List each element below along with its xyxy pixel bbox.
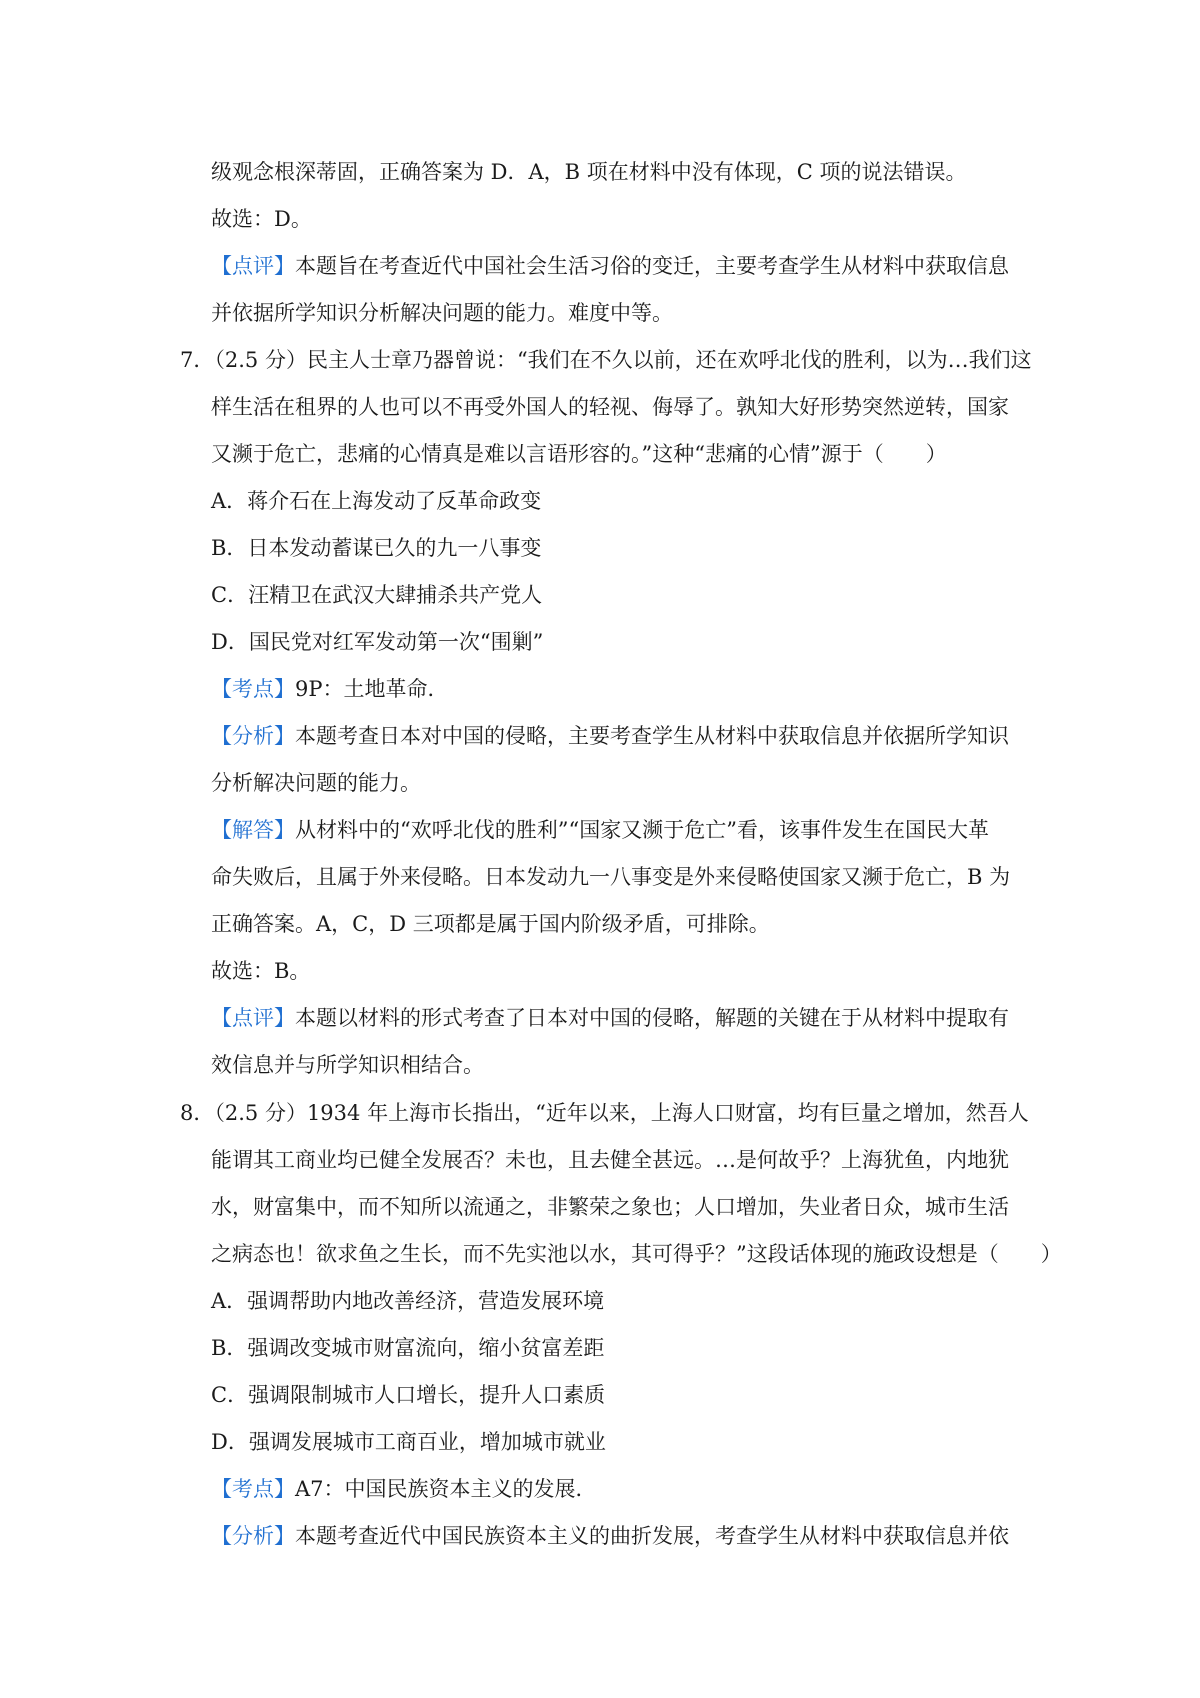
comment-text: 本题旨在考查近代中国社会生活习俗的变迁，主要考查学生从材料中获取信息 (295, 254, 1009, 278)
q7-stem-line-3: 又濒于危亡，悲痛的心情真是难以言语形容的。”这种“悲痛的心情”源于（ ） (211, 442, 947, 466)
q8-option-a: A．强调帮助内地改善经济，营造发展环境 (211, 1289, 605, 1313)
dianping-text: 本题以材料的形式考查了日本对中国的侵略，解题的关键在于从材料中提取有 (295, 1006, 1009, 1030)
q8-option-c: C．强调限制城市人口增长，提升人口素质 (211, 1383, 606, 1407)
fenxi-tag: 分析 (232, 724, 274, 748)
q7-dianping-cont: 效信息并与所学知识相结合。 (211, 1053, 484, 1077)
q7-kaodian (211, 674, 449, 704)
q7-fenxi (211, 721, 1009, 751)
jieda-tag: 解答 (232, 818, 274, 842)
q8-fenxi (211, 1521, 1009, 1551)
jieda-bracket-close: 】 (274, 818, 295, 842)
fenxi-text: 本题考查日本对中国的侵略，主要考查学生从材料中获取信息并依据所学知识 (295, 724, 1009, 748)
prev-comment (211, 251, 1009, 281)
prev-comment-cont: 并依据所学知识分析解决问题的能力。难度中等。 (211, 301, 673, 325)
comment-tag: 点评 (232, 254, 274, 278)
kaodian-bracket-close: 】 (274, 677, 295, 701)
q8-option-b: B．强调改变城市财富流向，缩小贫富差距 (211, 1336, 605, 1360)
kaodian-tag: 考点 (232, 677, 274, 701)
q7-option-b: B．日本发动蓄谋已久的九一八事变 (211, 536, 542, 560)
q8-stem-line-3: 水，财富集中，而不知所以流通之，非繁荣之象也；人口增加，失业者日众，城市生活 (211, 1195, 1009, 1219)
q8-option-d: D．强调发展城市工商百业，增加城市就业 (211, 1430, 606, 1454)
kaodian-text: A7：中国民族资本主义的发展． (295, 1477, 597, 1501)
jieda-bracket-open: 【 (211, 818, 232, 842)
kaodian-text: 9P：土地革命． (295, 677, 449, 701)
fenxi-bracket-close: 】 (274, 1524, 295, 1548)
fenxi-bracket-open: 【 (211, 724, 232, 748)
kaodian-bracket-open: 【 (211, 677, 232, 701)
q7-stem-line-2: 样生活在租界的人也可以不再受外国人的轻视、侮辱了。孰知大好形势突然逆转，国家 (211, 395, 1009, 419)
q7-answer: 故选：B。 (211, 959, 311, 983)
q7-jieda-line-3: 正确答案。A，C，D 三项都是属于国内阶级矛盾，可排除。 (211, 912, 770, 936)
fenxi-bracket-close: 】 (274, 724, 295, 748)
q7-option-a: A．蒋介石在上海发动了反革命政变 (211, 489, 542, 513)
prev-explanation-line: 级观念根深蒂固，正确答案为 D．A，B 项在材料中没有体现，C 项的说法错误。 (211, 160, 967, 184)
prev-answer: 故选：D。 (211, 207, 312, 231)
q8-stem-line-1: （2.5 分）1934 年上海市长指出，“近年以来，上海人口财富，均有巨量之增加，然吾人 (214, 1101, 1029, 1125)
dianping-bracket-open: 【 (211, 1006, 232, 1030)
comment-bracket-open: 【 (211, 254, 232, 278)
q8-stem (180, 1098, 1029, 1128)
q7-jieda (211, 815, 989, 845)
kaodian-bracket-close: 】 (274, 1477, 295, 1501)
fenxi-text: 本题考查近代中国民族资本主义的曲折发展，考查学生从材料中获取信息并依 (295, 1524, 1009, 1548)
kaodian-tag: 考点 (232, 1477, 274, 1501)
q7-dianping (211, 1003, 1009, 1033)
q7-stem-line-1: （2.5 分）民主人士章乃器曾说：“我们在不久以前，还在欢呼北伐的胜利，以为…我们这 (214, 348, 1032, 372)
jieda-text: 从材料中的“欢呼北伐的胜利”“国家又濒于危亡”看，该事件发生在国民大革 (295, 818, 989, 842)
q8-kaodian (211, 1474, 597, 1504)
dianping-tag: 点评 (232, 1006, 274, 1030)
q7-option-d: D．国民党对红军发动第一次“围剿” (211, 630, 544, 654)
q7-jieda-line-2: 命失败后，且属于外来侵略。日本发动九一八事变是外来侵略使国家又濒于危亡，B 为 (211, 865, 1011, 889)
q8-number: 8． (180, 1101, 215, 1125)
dianping-bracket-close: 】 (274, 1006, 295, 1030)
fenxi-bracket-open: 【 (211, 1524, 232, 1548)
q7-stem (180, 345, 1032, 375)
q8-stem-line-2: 能谓其工商业均已健全发展否？未也，且去健全甚远。…是何故乎？上海犹鱼，内地犹 (211, 1148, 1009, 1172)
comment-bracket-close: 】 (274, 254, 295, 278)
q8-stem-line-4: 之病态也！欲求鱼之生长，而不先实池以水，其可得乎？”这段话体现的施政设想是（ ） (211, 1242, 1062, 1266)
fenxi-tag: 分析 (232, 1524, 274, 1548)
q7-option-c: C．汪精卫在武汉大肆捕杀共产党人 (211, 583, 543, 607)
q7-number: 7． (180, 348, 215, 372)
kaodian-bracket-open: 【 (211, 1477, 232, 1501)
q7-fenxi-cont: 分析解决问题的能力。 (211, 771, 421, 795)
